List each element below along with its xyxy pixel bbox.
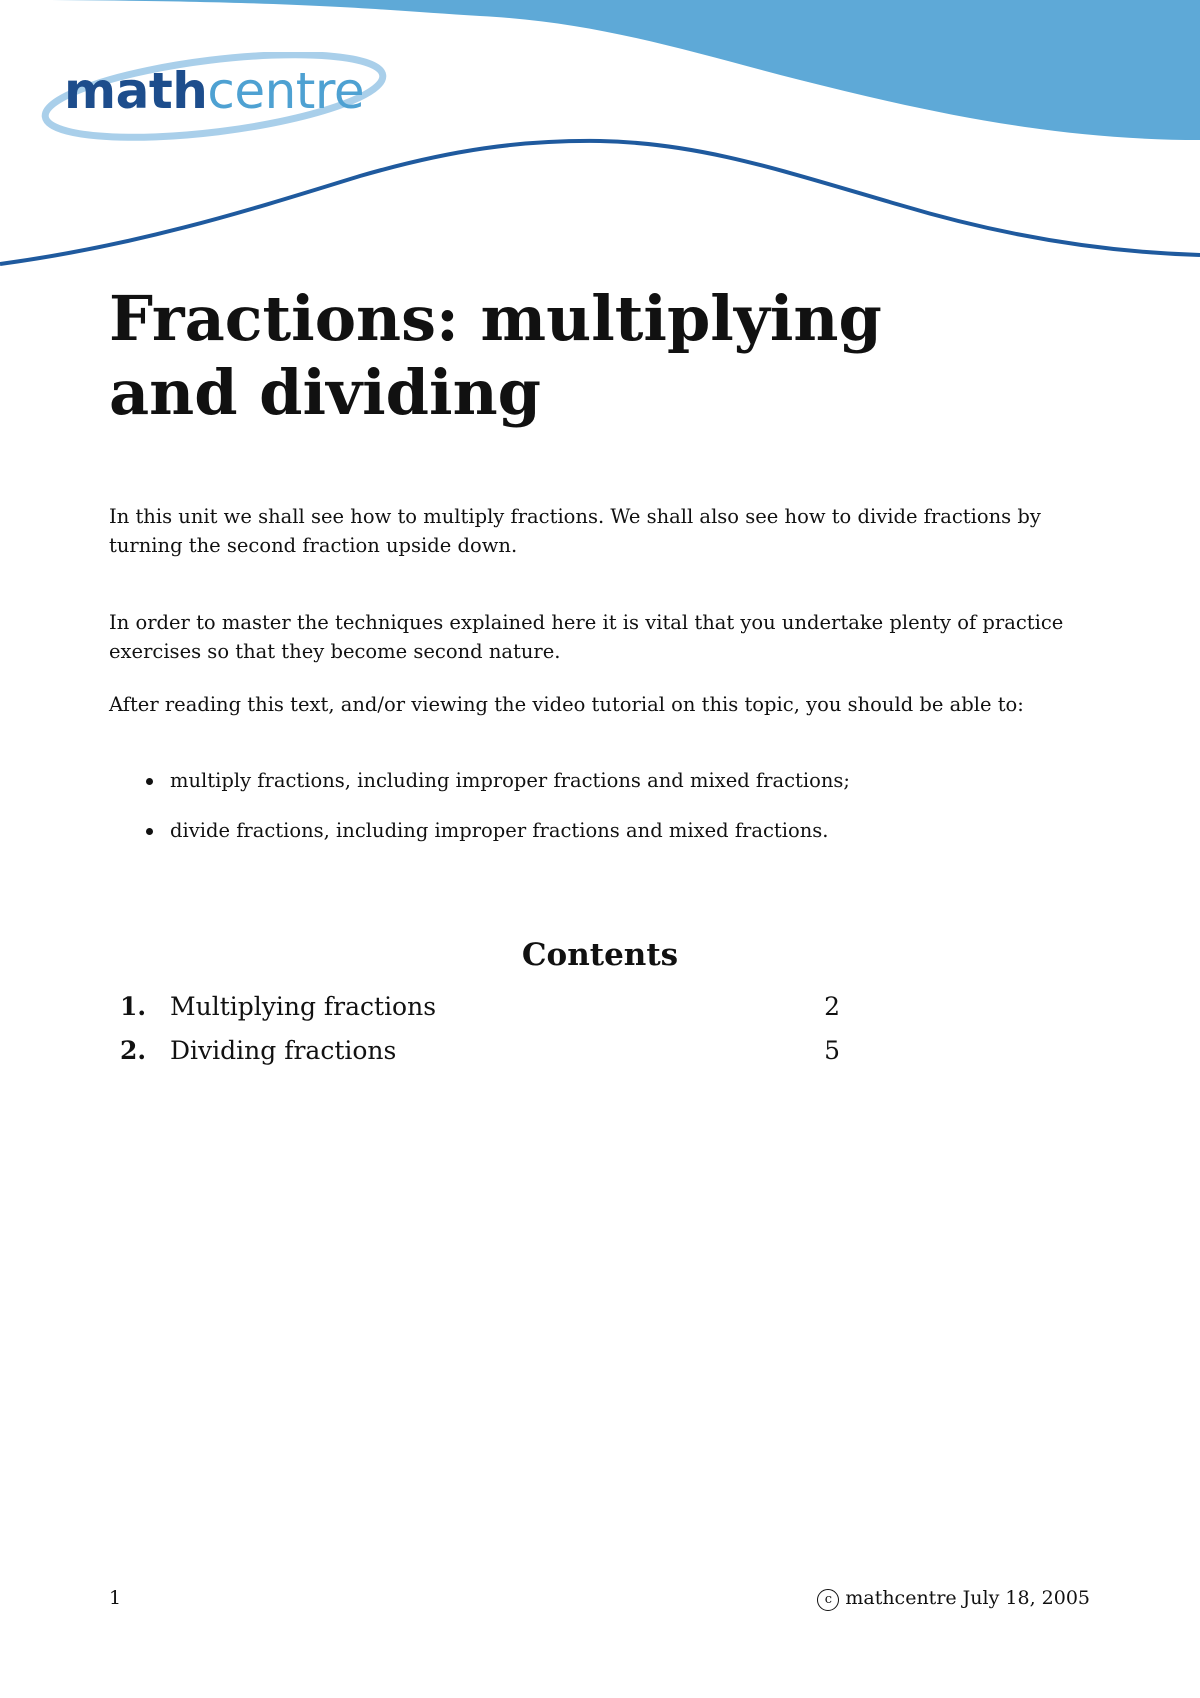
toc-entry-title: Multiplying fractions bbox=[170, 992, 437, 1021]
footer-copyright bbox=[817, 1586, 1090, 1611]
bullet-icon bbox=[146, 778, 153, 785]
bullet-icon bbox=[146, 828, 153, 835]
copyright-icon: c bbox=[817, 1589, 839, 1611]
logo-part-math: math bbox=[64, 62, 208, 120]
page-title-line-2: and dividing bbox=[109, 356, 542, 429]
toc-entry-dividing-fractions[interactable] bbox=[120, 1036, 840, 1080]
toc-entry-number: 2. bbox=[120, 1036, 147, 1065]
page-title bbox=[109, 282, 1089, 430]
mathcentre-logo bbox=[32, 52, 387, 152]
list-item bbox=[140, 816, 1080, 866]
header-wave-line bbox=[0, 141, 1200, 264]
list-item bbox=[140, 766, 1080, 816]
toc-entry-number: 1. bbox=[120, 992, 147, 1021]
logo-wordmark bbox=[64, 62, 365, 120]
intro-paragraph-3: After reading this text, and/or viewing the video tutorial on this topic, you should be able to: bbox=[109, 693, 1024, 716]
page-title-line-1: Fractions: multiplying bbox=[109, 282, 882, 355]
footer-page-number: 1 bbox=[109, 1587, 122, 1609]
footer-copyright-text: mathcentre July 18, 2005 bbox=[845, 1587, 1090, 1609]
learning-objectives-list bbox=[140, 766, 1080, 866]
objective-text: divide fractions, including improper fractions and mixed fractions. bbox=[170, 819, 829, 842]
toc-entry-multiplying-fractions[interactable] bbox=[120, 992, 840, 1036]
logo-part-centre: centre bbox=[207, 62, 365, 120]
toc-entry-title: Dividing fractions bbox=[170, 1036, 397, 1065]
toc-entry-page: 5 bbox=[824, 1036, 840, 1065]
toc-entry-page: 2 bbox=[824, 992, 840, 1021]
intro-paragraph-1: In this unit we shall see how to multiply fractions. We shall also see how to divide fractions by turning the second fraction upside down. bbox=[109, 505, 1041, 557]
table-of-contents bbox=[120, 992, 840, 1080]
objective-text: multiply fractions, including improper fractions and mixed fractions; bbox=[170, 769, 850, 792]
contents-heading: Contents bbox=[521, 937, 679, 973]
intro-paragraph-2: In order to master the techniques explained here it is vital that you undertake plenty of practice exercises so that they become second nature. bbox=[109, 611, 1064, 663]
